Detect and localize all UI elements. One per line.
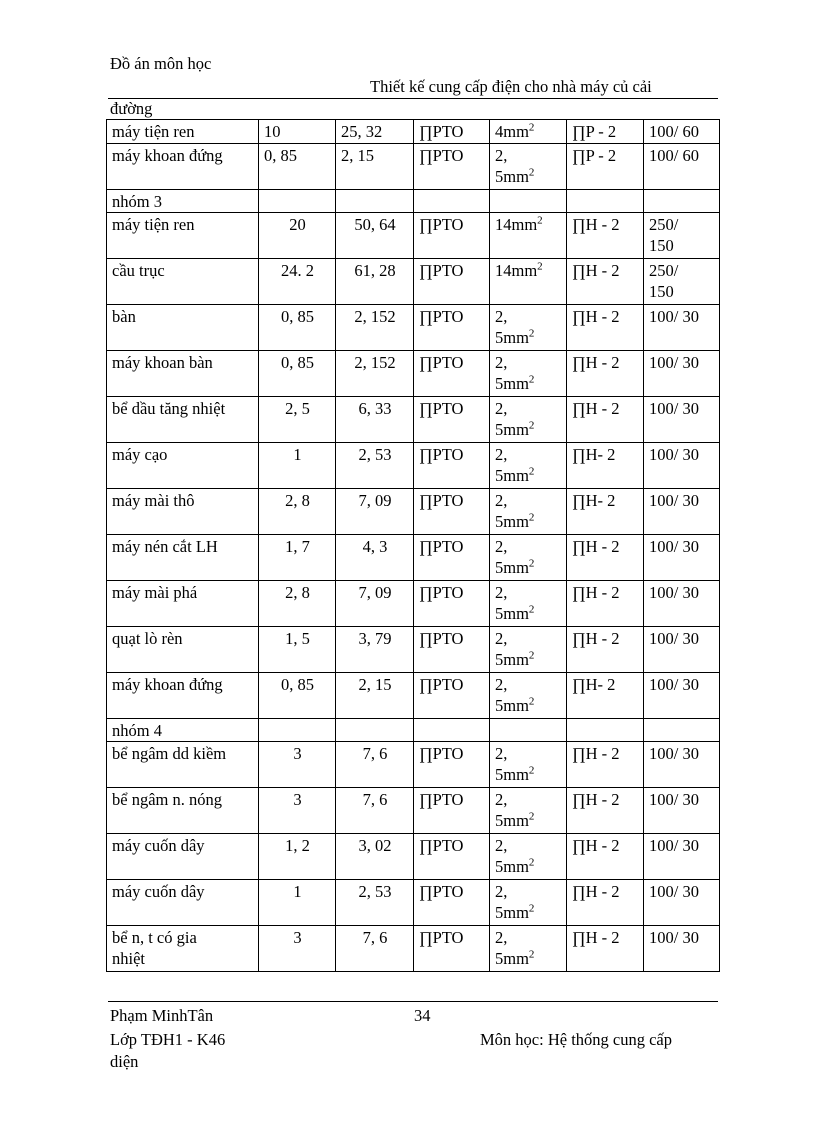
cell-current: 6, 33	[336, 397, 414, 443]
cell-rating: 100/ 30	[644, 305, 720, 351]
cell-rating: 100/ 30	[644, 880, 720, 926]
cell-cross-section: $14mm^2$	[490, 213, 567, 259]
cell-current: 2, 152	[336, 305, 414, 351]
cell-equipment-name: máy tiện ren	[107, 213, 259, 259]
table-row	[107, 144, 720, 190]
cell-current: 2, 152	[336, 351, 414, 397]
cell-equipment-name: máy cạo	[107, 443, 259, 489]
cell-cable-type: ∏PTO	[414, 788, 490, 834]
cell-cross-section	[490, 719, 567, 742]
table-row	[107, 535, 720, 581]
cell-equipment-name: máy khoan đứng	[107, 673, 259, 719]
cell-cable-type: ∏PTO	[414, 305, 490, 351]
cell-power: 1, 5	[259, 627, 336, 673]
footer-rule	[108, 1001, 718, 1002]
cell-rating: 100/ 30	[644, 742, 720, 788]
cell-cross-section: 2, $5mm^2$	[490, 834, 567, 880]
cell-rating: 100/ 30	[644, 489, 720, 535]
table-row	[107, 581, 720, 627]
table-row	[107, 213, 720, 259]
cell-power: 2, 8	[259, 581, 336, 627]
table-row	[107, 834, 720, 880]
cell-equipment-name: máy khoan bàn	[107, 351, 259, 397]
cell-current: 61, 28	[336, 259, 414, 305]
cell-breaker-type: ∏H - 2	[567, 880, 644, 926]
cell-power: 2, 8	[259, 489, 336, 535]
cell-current: 50, 64	[336, 213, 414, 259]
cell-equipment-name: nhóm 4	[107, 719, 259, 742]
cell-cable-type	[414, 719, 490, 742]
table-row	[107, 926, 720, 972]
cell-current: 7, 09	[336, 489, 414, 535]
cell-cross-section: 2, $5mm^2$	[490, 581, 567, 627]
cell-current: 4, 3	[336, 535, 414, 581]
cell-equipment-name: bể n, t có gia nhiệt	[107, 926, 259, 972]
footer-subject: Môn học: Hệ thống cung cấp	[480, 1030, 672, 1049]
cell-power	[259, 190, 336, 213]
cell-breaker-type: ∏H - 2	[567, 581, 644, 627]
cell-cross-section: 2, $5mm^2$	[490, 305, 567, 351]
cell-breaker-type: ∏H- 2	[567, 489, 644, 535]
cell-rating: 100/ 60	[644, 144, 720, 190]
cell-equipment-name: nhóm 3	[107, 190, 259, 213]
cell-breaker-type: ∏H - 2	[567, 788, 644, 834]
cell-current: 2, 15	[336, 144, 414, 190]
cell-breaker-type: ∏H - 2	[567, 742, 644, 788]
cell-cable-type: ∏PTO	[414, 489, 490, 535]
cell-cable-type: ∏PTO	[414, 880, 490, 926]
table-row	[107, 742, 720, 788]
cell-breaker-type: ∏H - 2	[567, 213, 644, 259]
cell-cross-section: 2, $5mm^2$	[490, 351, 567, 397]
cell-rating	[644, 719, 720, 742]
cell-rating: 100/ 30	[644, 351, 720, 397]
cell-current: 7, 6	[336, 926, 414, 972]
cell-cable-type: ∏PTO	[414, 673, 490, 719]
cell-rating: 100/ 30	[644, 581, 720, 627]
cell-rating: 100/ 30	[644, 627, 720, 673]
table-row	[107, 259, 720, 305]
cell-power	[259, 719, 336, 742]
cell-rating: 100/ 30	[644, 834, 720, 880]
cell-cable-type: ∏PTO	[414, 351, 490, 397]
cell-breaker-type: ∏P - 2	[567, 144, 644, 190]
cell-current: 7, 6	[336, 742, 414, 788]
cell-equipment-name: máy mài phá	[107, 581, 259, 627]
cell-rating	[644, 190, 720, 213]
cell-rating: 100/ 60	[644, 120, 720, 144]
table-row	[107, 305, 720, 351]
equipment-table	[106, 119, 720, 972]
cell-power: 1, 7	[259, 535, 336, 581]
cell-current: 2, 53	[336, 443, 414, 489]
cell-cable-type: ∏PTO	[414, 213, 490, 259]
cell-breaker-type: ∏H - 2	[567, 627, 644, 673]
table-row	[107, 880, 720, 926]
cell-current: 7, 6	[336, 788, 414, 834]
table-row	[107, 627, 720, 673]
cell-cross-section: 2, $5mm^2$	[490, 926, 567, 972]
page-number: 34	[414, 1006, 431, 1025]
cell-current	[336, 190, 414, 213]
cell-cable-type: ∏PTO	[414, 581, 490, 627]
cell-cable-type: ∏PTO	[414, 627, 490, 673]
cell-cross-section	[490, 190, 567, 213]
equipment-table-body	[107, 120, 720, 972]
group-row	[107, 719, 720, 742]
cell-cross-section: 2, $5mm^2$	[490, 397, 567, 443]
cell-power: 0, 85	[259, 305, 336, 351]
cell-cable-type: ∏PTO	[414, 926, 490, 972]
cell-cross-section: 2, $5mm^2$	[490, 443, 567, 489]
cell-cable-type: ∏PTO	[414, 259, 490, 305]
cell-current	[336, 719, 414, 742]
header-rule	[108, 98, 718, 99]
cell-cable-type: ∏PTO	[414, 834, 490, 880]
cell-breaker-type: ∏P - 2	[567, 120, 644, 144]
cell-cross-section: 2, $5mm^2$	[490, 673, 567, 719]
cell-current: 2, 53	[336, 880, 414, 926]
table-row	[107, 397, 720, 443]
cell-power: 0, 85	[259, 144, 336, 190]
cell-rating: 100/ 30	[644, 673, 720, 719]
cell-equipment-name: bể ngâm n. nóng	[107, 788, 259, 834]
cell-power: 24. 2	[259, 259, 336, 305]
table-row	[107, 489, 720, 535]
cell-power: 3	[259, 742, 336, 788]
cell-cable-type: ∏PTO	[414, 443, 490, 489]
cell-cross-section: 2, $5mm^2$	[490, 144, 567, 190]
cell-breaker-type: ∏H - 2	[567, 926, 644, 972]
cell-power: 2, 5	[259, 397, 336, 443]
cell-cable-type: ∏PTO	[414, 742, 490, 788]
cell-equipment-name: bể dầu tăng nhiệt	[107, 397, 259, 443]
cell-current: 3, 79	[336, 627, 414, 673]
cell-current: 7, 09	[336, 581, 414, 627]
cell-power: 20	[259, 213, 336, 259]
header-title: Đồ án môn học	[110, 54, 212, 73]
cell-cable-type: ∏PTO	[414, 144, 490, 190]
cell-power: 1	[259, 443, 336, 489]
cell-power: 1, 2	[259, 834, 336, 880]
cell-equipment-name: máy mài thô	[107, 489, 259, 535]
cell-breaker-type: ∏H - 2	[567, 351, 644, 397]
cell-rating: 100/ 30	[644, 788, 720, 834]
cell-breaker-type	[567, 190, 644, 213]
cell-equipment-name: quạt lò rèn	[107, 627, 259, 673]
cell-equipment-name: máy cuốn dây	[107, 880, 259, 926]
cell-breaker-type	[567, 719, 644, 742]
cell-current: 3, 02	[336, 834, 414, 880]
table-row	[107, 673, 720, 719]
cell-cable-type: ∏PTO	[414, 535, 490, 581]
cell-rating: 100/ 30	[644, 926, 720, 972]
cell-power: 0, 85	[259, 673, 336, 719]
header-subtitle: Thiết kế cung cấp điện cho nhà máy củ cải	[370, 77, 652, 96]
continued-text: đường	[110, 99, 153, 118]
cell-breaker-type: ∏H- 2	[567, 443, 644, 489]
table-row	[107, 351, 720, 397]
cell-power: 0, 85	[259, 351, 336, 397]
cell-cross-section: $14mm^2$	[490, 259, 567, 305]
cell-cable-type	[414, 190, 490, 213]
cell-cross-section: 2, $5mm^2$	[490, 627, 567, 673]
cell-rating: 100/ 30	[644, 443, 720, 489]
cell-cross-section: $4mm^2$	[490, 120, 567, 144]
cell-cross-section: 2, $5mm^2$	[490, 880, 567, 926]
cell-cross-section: 2, $5mm^2$	[490, 788, 567, 834]
cell-cross-section: 2, $5mm^2$	[490, 489, 567, 535]
footer-class: Lớp TĐH1 - K46	[110, 1030, 226, 1049]
cell-equipment-name: máy cuốn dây	[107, 834, 259, 880]
cell-equipment-name: bàn	[107, 305, 259, 351]
cell-breaker-type: ∏H - 2	[567, 834, 644, 880]
table-row	[107, 120, 720, 144]
cell-breaker-type: ∏H - 2	[567, 535, 644, 581]
cell-equipment-name: cầu trục	[107, 259, 259, 305]
cell-breaker-type: ∏H - 2	[567, 305, 644, 351]
cell-equipment-name: máy tiện ren	[107, 120, 259, 144]
table-row	[107, 443, 720, 489]
cell-current: 25, 32	[336, 120, 414, 144]
cell-equipment-name: máy khoan đứng	[107, 144, 259, 190]
cell-cable-type: ∏PTO	[414, 120, 490, 144]
cell-cable-type: ∏PTO	[414, 397, 490, 443]
cell-power: 3	[259, 788, 336, 834]
cell-power: 3	[259, 926, 336, 972]
cell-breaker-type: ∏H - 2	[567, 397, 644, 443]
cell-rating: 100/ 30	[644, 397, 720, 443]
cell-power: 10	[259, 120, 336, 144]
cell-power: 1	[259, 880, 336, 926]
cell-cross-section: 2, $5mm^2$	[490, 742, 567, 788]
footer-subject-continued: diện	[110, 1052, 139, 1071]
cell-equipment-name: máy nén cắt LH	[107, 535, 259, 581]
cell-breaker-type: ∏H - 2	[567, 259, 644, 305]
cell-rating: 100/ 30	[644, 535, 720, 581]
group-row	[107, 190, 720, 213]
footer-author: Phạm MinhTân	[110, 1006, 214, 1025]
cell-breaker-type: ∏H- 2	[567, 673, 644, 719]
cell-rating: 250/ 150	[644, 259, 720, 305]
cell-current: 2, 15	[336, 673, 414, 719]
cell-equipment-name: bể ngâm dd kiềm	[107, 742, 259, 788]
cell-cross-section: 2, $5mm^2$	[490, 535, 567, 581]
table-row	[107, 788, 720, 834]
cell-rating: 250/ 150	[644, 213, 720, 259]
